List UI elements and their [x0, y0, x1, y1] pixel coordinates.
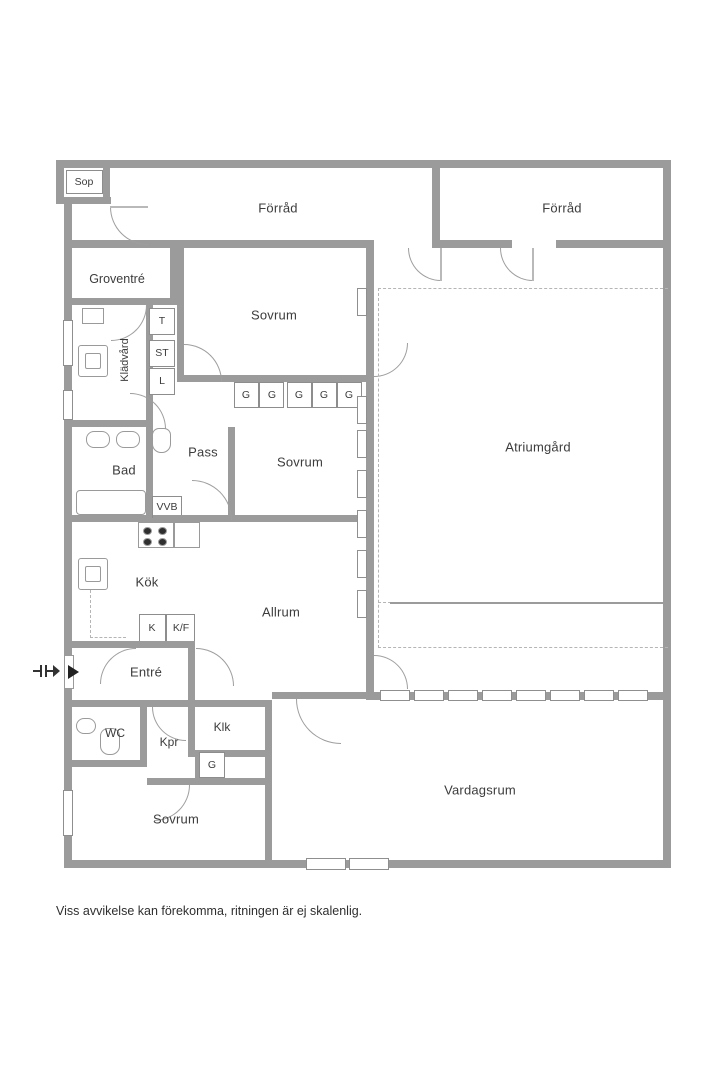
- room-label-kladvard: Klädvård: [119, 338, 131, 382]
- wall-groventre-south: [72, 298, 170, 305]
- room-label-entre: Entré: [129, 664, 163, 680]
- stove-burner-3: [143, 538, 152, 546]
- stove-burner-2: [158, 527, 167, 535]
- room-label-vardagsrum: Vardagsrum: [444, 782, 516, 798]
- door-arc-pass-north: [184, 344, 222, 382]
- room-label-sovrum-south: Sovrum: [153, 811, 199, 827]
- room-label-allrum: Allrum: [261, 604, 301, 620]
- wardrobe-g3-label: G: [294, 389, 304, 401]
- sink-right-icon: [116, 431, 140, 448]
- wardrobe-g4-label: G: [319, 389, 329, 401]
- room-label-bad: Bad: [112, 462, 136, 478]
- wall-exterior-left-main: [64, 197, 72, 867]
- closet-st-label: ST: [155, 347, 169, 359]
- window-vardagsrum-n6: [550, 690, 580, 701]
- wall-forrad-south: [64, 240, 374, 248]
- wardrobe-g5-label: G: [344, 389, 354, 401]
- stove-burner-1: [143, 527, 152, 535]
- kitchen-sink-bowl-icon: [85, 566, 101, 582]
- wall-klk-left: [188, 707, 195, 757]
- vvb-heater-label: VVB: [156, 501, 178, 513]
- wall-wc-south: [72, 760, 147, 767]
- wall-entre-north: [72, 641, 195, 648]
- sop-box-label: Sop: [74, 176, 94, 188]
- door-leaf-forrad-left: [440, 248, 442, 281]
- window-bad: [63, 390, 73, 420]
- wall-entre-south: [72, 700, 272, 707]
- wall-wc-right: [140, 707, 147, 767]
- window-atrium-5: [357, 510, 367, 538]
- wall-forrad-right-south2: [556, 240, 671, 248]
- closet-l-label: L: [159, 375, 165, 387]
- window-atrium-6: [357, 550, 367, 578]
- window-vardagsrum-n2: [414, 690, 444, 701]
- door-arc-allrum-south: [296, 699, 341, 744]
- kitchen-k-label: K: [148, 622, 156, 634]
- wardrobe-g6-label: G: [207, 759, 217, 771]
- window-vardagsrum-n7: [584, 690, 614, 701]
- wall-exterior-top: [56, 160, 671, 168]
- wall-sop-right: [103, 168, 110, 200]
- window-atrium-7: [357, 590, 367, 618]
- kitchen-kf-label: K/F: [172, 622, 190, 634]
- room-label-groventre: Groventré: [89, 272, 145, 286]
- drawing-caption: Viss avvikelse kan förekomma, ritningen är ej skalenlig.: [56, 904, 363, 918]
- room-label-klk: Klk: [213, 720, 231, 734]
- window-vardagsrum-n4: [482, 690, 512, 701]
- door-arc-forrad-left: [408, 248, 441, 281]
- stove-burner-4: [158, 538, 167, 546]
- room-label-kpr: Kpr: [159, 735, 179, 749]
- room-label-wc: WC: [105, 726, 125, 740]
- wall-forrad-right-south: [432, 240, 512, 248]
- wall-groventre-right: [170, 248, 177, 305]
- window-sovrum-south: [63, 790, 73, 836]
- room-label-forrad-north-right: Förråd: [542, 200, 582, 216]
- room-label-pass: Pass: [188, 444, 218, 460]
- wall-allrum-south: [272, 692, 373, 699]
- bathtub-icon: [76, 490, 146, 515]
- kitchen-counter-outline: [90, 590, 126, 638]
- room-label-atriumgard: Atriumgård: [505, 439, 571, 455]
- window-atrium-1: [357, 288, 367, 316]
- sink-left-icon: [86, 431, 110, 448]
- room-label-sovrum-north: Sovrum: [251, 307, 297, 323]
- wall-atrium-left: [366, 248, 374, 698]
- door-arc-forrad-right: [500, 248, 533, 281]
- wall-entre-right: [188, 641, 195, 701]
- door-leaf-groventre: [110, 206, 148, 208]
- window-vardagsrum-n3: [448, 690, 478, 701]
- door-arc-bad: [130, 393, 166, 429]
- window-vardagsrum-n1: [380, 690, 410, 701]
- window-atrium-4: [357, 470, 367, 498]
- wall-sovrum-s-north: [147, 778, 272, 785]
- wall-forrad-divider: [432, 160, 440, 248]
- room-label-sovrum-mid: Sovrum: [277, 454, 323, 470]
- atrium-canopy-outline: [378, 288, 668, 648]
- wardrobe-g2-label: G: [267, 389, 277, 401]
- window-vardagsrum-s2: [349, 858, 389, 870]
- entry-arrow-outside-icon: [33, 663, 61, 684]
- kitchen-counter-icon: [174, 522, 200, 548]
- door-arc-allrum-atrium: [374, 655, 408, 689]
- window-atrium-3: [357, 430, 367, 458]
- wall-bad-south: [72, 515, 146, 522]
- door-leaf-forrad-right: [532, 248, 534, 281]
- toilet-bad-icon: [152, 428, 171, 453]
- wall-sovrum-north-left: [177, 248, 184, 382]
- window-atrium-2: [357, 396, 367, 424]
- closet-t-label: T: [158, 315, 166, 327]
- door-arc-kladvard: [111, 305, 147, 341]
- laundry-sink-bowl-icon: [85, 353, 101, 369]
- window-vardagsrum-n8: [618, 690, 648, 701]
- window-groventre: [63, 320, 73, 366]
- window-vardagsrum-s1: [306, 858, 346, 870]
- atrium-sill-line: [390, 602, 668, 604]
- door-arc-entre-allrum: [196, 648, 234, 686]
- entry-door-arrow-icon: [68, 665, 79, 679]
- window-vardagsrum-n5: [516, 690, 546, 701]
- room-label-kok: Kök: [135, 574, 159, 590]
- washing-machine-icon: [82, 308, 104, 324]
- room-label-forrad-north-left: Förråd: [258, 200, 298, 216]
- door-arc-sovrum-mid: [192, 480, 232, 520]
- wardrobe-g1-label: G: [241, 389, 251, 401]
- wc-sink-icon: [76, 718, 96, 734]
- wall-pass-south: [153, 515, 368, 522]
